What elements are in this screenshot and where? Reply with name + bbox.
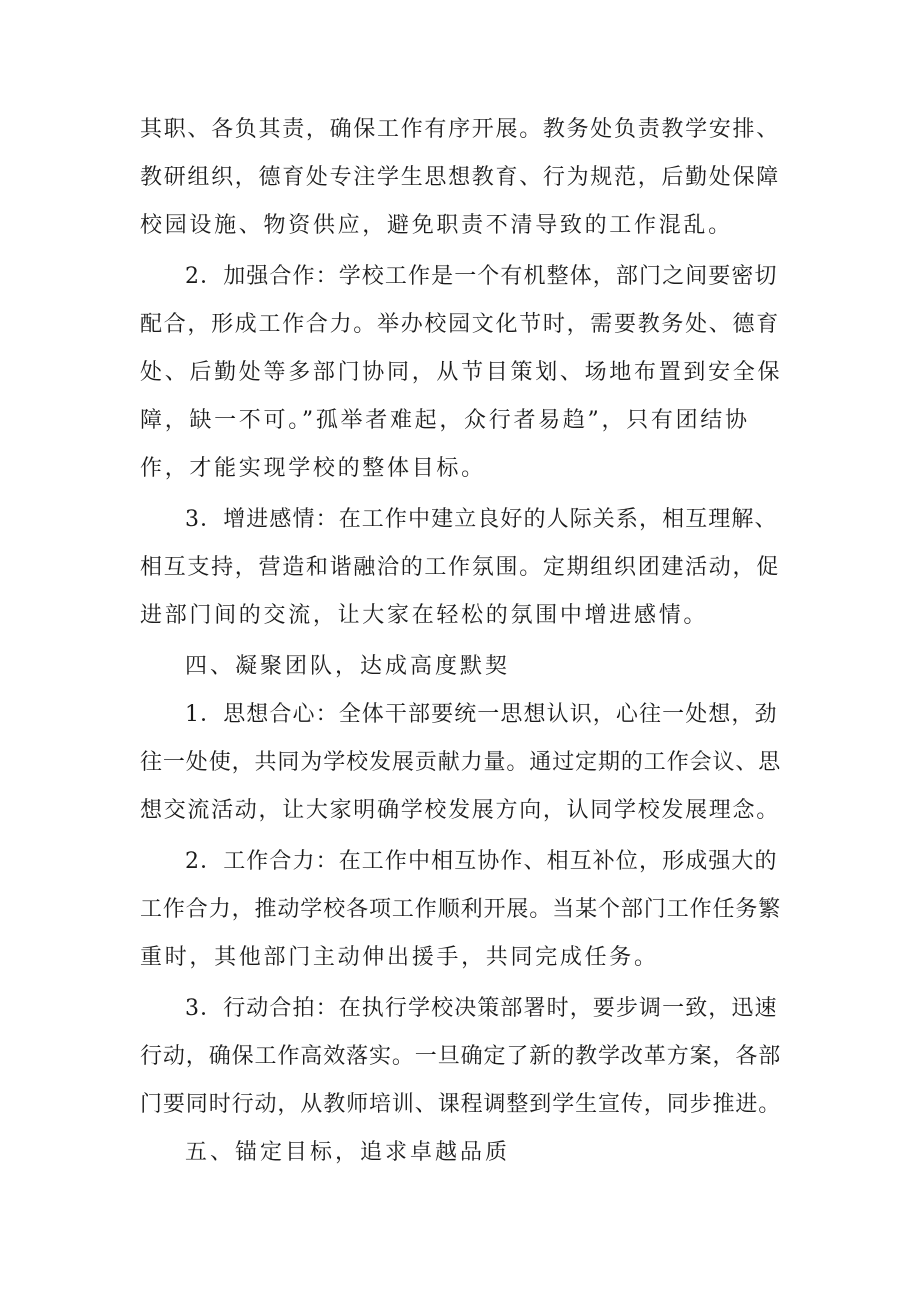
body-text-line: 往一处使，共同为学校发展贡献力量。通过定期的工作会议、思	[140, 750, 782, 775]
paragraph-first-line: 2．加强合作：学校工作是一个有机整体，部门之间要密切	[185, 264, 778, 289]
body-text-line: 行动，确保工作高效落实。一旦确定了新的教学改革方案，各部	[140, 1044, 782, 1069]
body-text-line: 门要同时行动，从教师培训、课程调整到学生宣传，同步推进。	[140, 1092, 782, 1117]
body-text-line: 工作合力，推动学校各项工作顺利开展。当某个部门工作任务繁	[140, 897, 782, 922]
body-text-line: 障，缺一不可。”孤举者难起，众行者易趋”，只有团结协	[140, 408, 750, 433]
body-text-line: 处、后勤处等多部门协同，从节目策划、场地布置到安全保	[140, 360, 783, 385]
body-text-line: 重时，其他部门主动伸出援手，共同完成任务。	[140, 945, 659, 970]
paragraph-first-line: 2．工作合力：在工作中相互协作、相互补位，形成强大的	[185, 849, 778, 874]
body-text-line: 配合，形成工作合力。举办校园文化节时，需要教务处、德育	[140, 312, 780, 337]
body-text-line: 教研组织，德育处专注学生思想教育、行为规范，后勤处保障	[140, 165, 780, 190]
section-heading: 四、凝聚团队，达成高度默契	[185, 654, 511, 679]
body-text-line: 其职、各负其责，确保工作有序开展。教务处负责教学安排、	[140, 117, 780, 142]
paragraph-first-line: 3．行动合拍：在执行学校决策部署时，要步调一致，迅速	[185, 996, 778, 1021]
paragraph-first-line: 3．增进感情：在工作中建立良好的人际关系，相互理解、	[185, 507, 778, 532]
paragraph-first-line: 1．思想合心：全体干部要统一思想认识，心往一处想，劲	[185, 702, 778, 727]
body-text-line: 想交流活动，让大家明确学校发展方向，认同学校发展理念。	[140, 798, 780, 823]
body-text-line: 进部门间的交流，让大家在轻松的氛围中增进感情。	[140, 603, 709, 628]
body-text-line: 作，才能实现学校的整体目标。	[140, 456, 486, 481]
body-text-line: 相互支持，营造和谐融洽的工作氛围。定期组织团建活动，促	[140, 555, 780, 580]
body-text-line: 校园设施、物资供应，避免职责不清导致的工作混乱。	[140, 213, 733, 238]
section-heading: 五、锚定目标，追求卓越品质	[185, 1140, 511, 1165]
